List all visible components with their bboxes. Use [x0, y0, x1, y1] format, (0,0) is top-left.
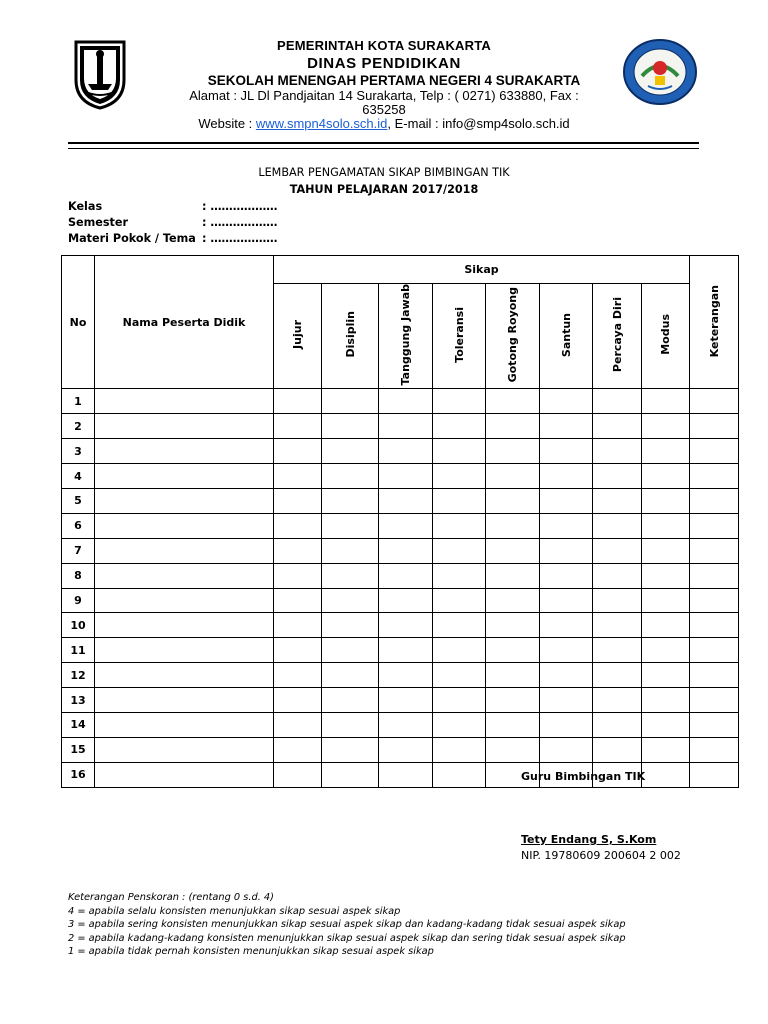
score-cell[interactable]	[322, 613, 379, 638]
score-cell[interactable]	[540, 464, 593, 489]
student-name-cell[interactable]	[95, 613, 274, 638]
table-row	[62, 588, 739, 613]
remark-cell[interactable]	[690, 613, 739, 638]
score-cell[interactable]	[486, 688, 540, 713]
score-cell[interactable]	[379, 389, 433, 414]
score-cell[interactable]	[593, 414, 642, 439]
score-cell[interactable]	[642, 663, 690, 688]
table-row	[62, 489, 739, 514]
score-cell[interactable]	[642, 713, 690, 738]
notes-item: 4 = apabila selalu konsisten menunjukkan sikap sesuai aspek sikap	[68, 905, 401, 917]
score-cell[interactable]	[274, 563, 322, 588]
aspect-header	[322, 284, 379, 389]
aspect-label: Modus	[659, 314, 672, 356]
score-cell[interactable]	[593, 489, 642, 514]
address-line: Alamat : JL Dl Pandjaitan 14 Surakarta, Telp : ( 0271) 633880, Fax :	[189, 88, 579, 103]
score-cell[interactable]	[274, 414, 322, 439]
aspect-header	[593, 284, 642, 389]
score-cell[interactable]	[593, 688, 642, 713]
table-row	[62, 737, 739, 762]
score-cell[interactable]	[540, 513, 593, 538]
remark-cell[interactable]	[690, 464, 739, 489]
score-cell[interactable]	[322, 638, 379, 663]
score-cell[interactable]	[274, 638, 322, 663]
score-cell[interactable]	[322, 563, 379, 588]
score-cell[interactable]	[642, 737, 690, 762]
row-number: 15	[62, 737, 95, 762]
school-name: SEKOLAH MENENGAH PERTAMA NEGERI 4 SURAKARTA	[207, 73, 581, 88]
score-cell[interactable]	[274, 389, 322, 414]
score-cell[interactable]	[274, 489, 322, 514]
score-cell[interactable]	[433, 538, 486, 563]
student-name-cell[interactable]	[95, 489, 274, 514]
score-cell[interactable]	[433, 414, 486, 439]
meta-label: Semester	[68, 216, 129, 229]
remark-cell[interactable]	[690, 663, 739, 688]
signature-name: Tety Endang S, S.Kom	[521, 833, 657, 846]
row-number: 2	[62, 414, 95, 439]
score-cell[interactable]	[379, 762, 433, 787]
score-cell[interactable]	[593, 439, 642, 464]
score-cell[interactable]	[486, 489, 540, 514]
score-cell[interactable]	[593, 513, 642, 538]
student-name-cell[interactable]	[95, 513, 274, 538]
row-number: 3	[62, 439, 95, 464]
student-name-cell[interactable]	[95, 713, 274, 738]
score-cell[interactable]	[486, 613, 540, 638]
remark-cell[interactable]	[690, 588, 739, 613]
row-number: 11	[62, 638, 95, 663]
score-cell[interactable]	[379, 414, 433, 439]
score-cell[interactable]	[642, 414, 690, 439]
score-cell[interactable]	[433, 489, 486, 514]
meta-label: Kelas	[68, 200, 103, 213]
score-cell[interactable]	[540, 538, 593, 563]
meta-label: Materi Pokok / Tema	[68, 232, 196, 245]
score-cell[interactable]	[322, 389, 379, 414]
aspect-header	[433, 284, 486, 389]
score-cell[interactable]	[322, 439, 379, 464]
score-cell[interactable]	[379, 713, 433, 738]
table-row	[62, 613, 739, 638]
score-cell[interactable]	[274, 713, 322, 738]
score-cell[interactable]	[433, 613, 486, 638]
score-cell[interactable]	[486, 588, 540, 613]
meta-value: : ………………	[202, 232, 278, 245]
email-text: , E-mail : info@smp4solo.sch.id	[387, 116, 570, 131]
table-row	[62, 688, 739, 713]
remark-cell[interactable]	[690, 389, 739, 414]
score-cell[interactable]	[486, 663, 540, 688]
table-row	[62, 439, 739, 464]
score-cell[interactable]	[486, 638, 540, 663]
score-cell[interactable]	[540, 414, 593, 439]
row-number: 14	[62, 713, 95, 738]
student-name-cell[interactable]	[95, 464, 274, 489]
score-cell[interactable]	[433, 762, 486, 787]
score-cell[interactable]	[379, 439, 433, 464]
score-cell[interactable]	[322, 489, 379, 514]
row-number: 16	[62, 762, 95, 787]
score-cell[interactable]	[642, 762, 690, 787]
score-cell[interactable]	[433, 638, 486, 663]
score-cell[interactable]	[642, 439, 690, 464]
score-cell[interactable]	[274, 737, 322, 762]
header-keterangan-label: Keterangan	[707, 284, 721, 357]
score-cell[interactable]	[486, 414, 540, 439]
table-row	[62, 713, 739, 738]
aspect-header	[540, 284, 593, 389]
notes-heading: Keterangan Penskoran : (rentang 0 s.d. 4)	[68, 892, 274, 903]
row-number: 4	[62, 464, 95, 489]
student-name-cell[interactable]	[95, 663, 274, 688]
table-row	[62, 414, 739, 439]
score-cell[interactable]	[379, 464, 433, 489]
score-cell[interactable]	[379, 737, 433, 762]
meta-value: : ………………	[202, 216, 278, 229]
score-cell[interactable]	[642, 588, 690, 613]
score-cell[interactable]	[433, 663, 486, 688]
remark-cell[interactable]	[690, 688, 739, 713]
student-name-cell[interactable]	[95, 588, 274, 613]
aspect-header	[642, 284, 690, 389]
score-cell[interactable]	[540, 737, 593, 762]
score-cell[interactable]	[379, 563, 433, 588]
remark-cell[interactable]	[690, 563, 739, 588]
score-cell[interactable]	[540, 663, 593, 688]
meta-value: : ………………	[202, 200, 278, 213]
score-cell[interactable]	[486, 513, 540, 538]
table-body	[62, 389, 739, 787]
score-cell[interactable]	[274, 762, 322, 787]
table-row	[62, 389, 739, 414]
table-row	[62, 464, 739, 489]
score-cell[interactable]	[642, 513, 690, 538]
header-name: Nama Peserta Didik	[95, 256, 274, 389]
score-cell[interactable]	[379, 613, 433, 638]
score-cell[interactable]	[274, 538, 322, 563]
score-cell[interactable]	[486, 563, 540, 588]
student-name-cell[interactable]	[95, 688, 274, 713]
table-row	[62, 563, 739, 588]
score-cell[interactable]	[322, 688, 379, 713]
table-row	[62, 538, 739, 563]
notes-item: 1 = apabila tidak pernah konsisten menunjukkan sikap sesuai aspek sikap	[68, 946, 434, 957]
score-cell[interactable]	[379, 513, 433, 538]
score-cell[interactable]	[274, 588, 322, 613]
row-number: 10	[62, 613, 95, 638]
score-cell[interactable]	[379, 588, 433, 613]
aspect-label: Disiplin	[343, 311, 357, 358]
website-link[interactable]: www.smpn4solo.sch.id	[255, 116, 388, 131]
table-row	[62, 638, 739, 663]
score-cell[interactable]	[593, 588, 642, 613]
letterhead-divider-thick	[68, 142, 699, 144]
score-cell[interactable]	[593, 638, 642, 663]
letterhead-divider-thin	[68, 148, 699, 149]
score-cell[interactable]	[433, 737, 486, 762]
score-cell[interactable]	[486, 538, 540, 563]
meta-materi	[68, 232, 278, 245]
aspect-label: Tanggung Jawab	[399, 284, 412, 386]
score-cell[interactable]	[274, 464, 322, 489]
score-cell[interactable]	[322, 538, 379, 563]
student-name-cell[interactable]	[95, 414, 274, 439]
score-cell[interactable]	[540, 688, 593, 713]
student-name-cell[interactable]	[95, 563, 274, 588]
score-cell[interactable]	[486, 713, 540, 738]
signature-nip: NIP. 19780609 200604 2 002	[521, 849, 681, 862]
notes-item: 3 = apabila sering konsisten menunjukkan sikap sesuai aspek sikap dan kadang-kadang tidak sesuai aspek sikap	[68, 919, 626, 930]
aspect-header	[486, 284, 540, 389]
score-cell[interactable]	[379, 638, 433, 663]
government-name: PEMERINTAH KOTA SURAKARTA	[277, 38, 491, 53]
score-cell[interactable]	[642, 489, 690, 514]
table-row	[62, 663, 739, 688]
score-cell[interactable]	[379, 489, 433, 514]
score-cell[interactable]	[322, 513, 379, 538]
score-cell[interactable]	[593, 563, 642, 588]
observation-table	[61, 255, 739, 788]
student-name-cell[interactable]	[95, 439, 274, 464]
row-number: 8	[62, 563, 95, 588]
aspect-label: Gotong Royong	[506, 287, 519, 383]
score-cell[interactable]	[642, 563, 690, 588]
row-number: 5	[62, 489, 95, 514]
remark-cell[interactable]	[690, 439, 739, 464]
score-cell[interactable]	[274, 439, 322, 464]
row-number: 9	[62, 588, 95, 613]
score-cell[interactable]	[322, 737, 379, 762]
score-cell[interactable]	[642, 638, 690, 663]
score-cell[interactable]	[642, 688, 690, 713]
score-cell[interactable]	[540, 588, 593, 613]
student-name-cell[interactable]	[95, 737, 274, 762]
signature-role: Guru Bimbingan TIK	[521, 770, 646, 783]
website-label: Website :	[198, 116, 256, 131]
row-number: 1	[62, 389, 95, 414]
department-name: DINAS PENDIDIKAN	[307, 55, 461, 72]
remark-cell[interactable]	[690, 513, 739, 538]
aspect-label: Jujur	[291, 320, 304, 350]
form-title: LEMBAR PENGAMATAN SIKAP BIMBINGAN TIK	[258, 166, 510, 179]
score-cell[interactable]	[593, 464, 642, 489]
score-cell[interactable]	[540, 613, 593, 638]
score-cell[interactable]	[322, 663, 379, 688]
remark-cell[interactable]	[690, 489, 739, 514]
score-cell[interactable]	[433, 464, 486, 489]
score-cell[interactable]	[433, 513, 486, 538]
score-cell[interactable]	[642, 464, 690, 489]
score-cell[interactable]	[322, 588, 379, 613]
score-cell[interactable]	[540, 713, 593, 738]
remark-cell[interactable]	[690, 713, 739, 738]
score-cell[interactable]	[593, 663, 642, 688]
score-cell[interactable]	[274, 688, 322, 713]
score-cell[interactable]	[593, 737, 642, 762]
student-name-cell[interactable]	[95, 762, 274, 787]
score-cell[interactable]	[322, 762, 379, 787]
score-cell[interactable]	[486, 464, 540, 489]
remark-cell[interactable]	[690, 538, 739, 563]
aspect-label: Percaya Diri	[610, 297, 624, 373]
score-cell[interactable]	[433, 389, 486, 414]
score-cell[interactable]	[593, 389, 642, 414]
remark-cell[interactable]	[690, 638, 739, 663]
student-name-cell[interactable]	[95, 389, 274, 414]
score-cell[interactable]	[433, 688, 486, 713]
score-cell[interactable]	[379, 538, 433, 563]
header-sikap: Sikap	[274, 256, 690, 284]
meta-kelas	[68, 200, 278, 213]
academic-year: TAHUN PELAJARAN 2017/2018	[289, 183, 479, 196]
score-cell[interactable]	[274, 613, 322, 638]
row-number: 6	[62, 513, 95, 538]
score-cell[interactable]	[486, 439, 540, 464]
score-cell[interactable]	[379, 663, 433, 688]
score-cell[interactable]	[433, 588, 486, 613]
contact-line	[0, 116, 768, 131]
student-name-cell[interactable]	[95, 638, 274, 663]
score-cell[interactable]	[593, 613, 642, 638]
header-no: No	[62, 256, 95, 389]
score-cell[interactable]	[274, 663, 322, 688]
score-cell[interactable]	[540, 389, 593, 414]
notes-item: 2 = apabila kadang-kadang konsisten menunjukkan sikap sesuai aspek sikap dan sering tidak sesuai aspek sikap	[68, 932, 626, 944]
score-cell[interactable]	[486, 389, 540, 414]
table-row	[62, 513, 739, 538]
score-cell[interactable]	[540, 638, 593, 663]
score-cell[interactable]	[433, 563, 486, 588]
score-cell[interactable]	[322, 414, 379, 439]
remark-cell[interactable]	[690, 737, 739, 762]
score-cell[interactable]	[540, 439, 593, 464]
aspect-label: Toleransi	[452, 306, 466, 363]
score-cell[interactable]	[379, 688, 433, 713]
fax-number: 635258	[362, 102, 406, 117]
score-cell[interactable]	[642, 538, 690, 563]
score-cell[interactable]	[433, 439, 486, 464]
score-cell[interactable]	[322, 464, 379, 489]
score-cell[interactable]	[642, 389, 690, 414]
score-cell[interactable]	[322, 713, 379, 738]
row-number: 7	[62, 538, 95, 563]
scoring-notes	[68, 891, 626, 959]
aspect-label: Santun	[559, 312, 573, 357]
score-cell[interactable]	[593, 538, 642, 563]
aspect-header	[274, 284, 322, 389]
row-number: 13	[62, 688, 95, 713]
student-name-cell[interactable]	[95, 538, 274, 563]
remark-cell[interactable]	[690, 414, 739, 439]
score-cell[interactable]	[593, 713, 642, 738]
score-cell[interactable]	[540, 489, 593, 514]
score-cell[interactable]	[540, 563, 593, 588]
score-cell[interactable]	[433, 713, 486, 738]
score-cell[interactable]	[274, 513, 322, 538]
meta-semester	[68, 216, 278, 229]
row-number: 12	[62, 663, 95, 688]
header-keterangan	[690, 256, 739, 389]
aspect-header	[379, 284, 433, 389]
remark-cell[interactable]	[690, 762, 739, 787]
score-cell[interactable]	[486, 737, 540, 762]
score-cell[interactable]	[642, 613, 690, 638]
